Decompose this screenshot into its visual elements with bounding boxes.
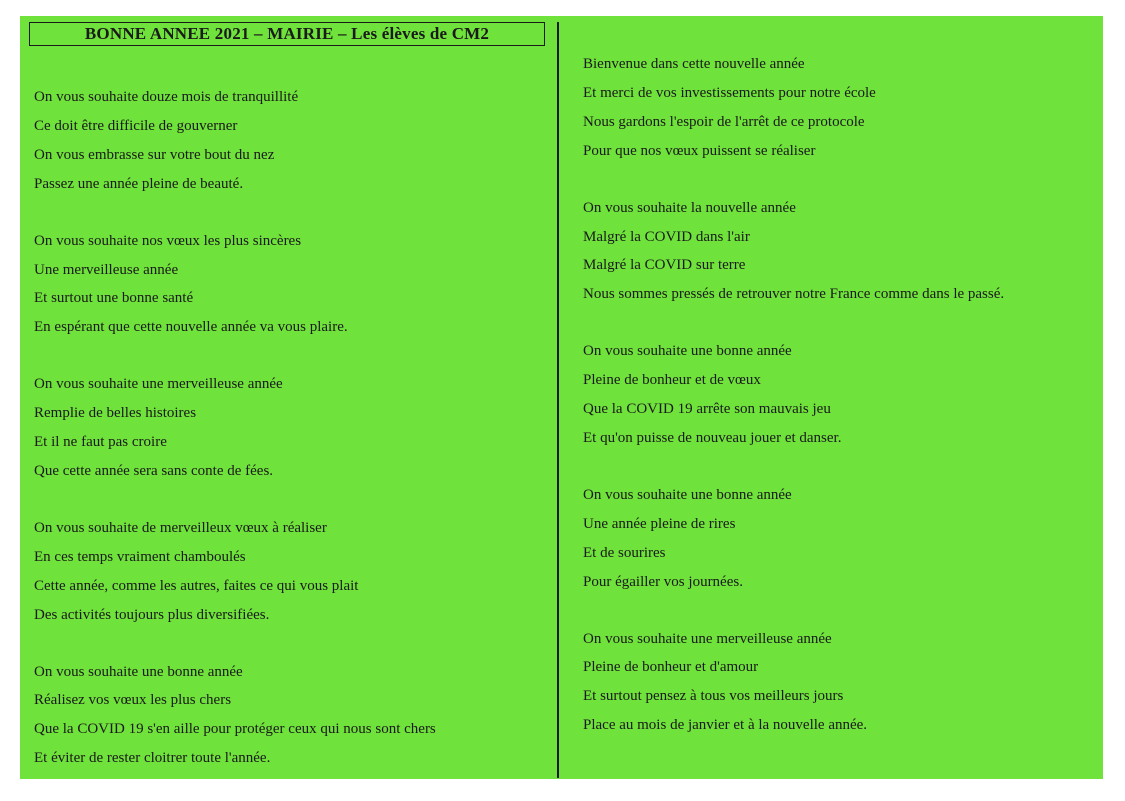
poem-line: Et merci de vos investissements pour notre école <box>583 84 876 101</box>
poem-line: Nous sommes pressés de retrouver notre France comme dans le passé. <box>583 286 1005 303</box>
poem-line: Nous gardons l'espoir de l'arrêt de ce protocole <box>583 113 865 130</box>
poem-line: Que cette année sera sans conte de fées. <box>34 462 274 479</box>
left-stanza <box>34 83 436 199</box>
right-column <box>583 50 1004 768</box>
column-divider <box>557 22 559 778</box>
poem-line: On vous souhaite une bonne année <box>583 343 792 360</box>
poem-line: Et qu'on puisse de nouveau jouer et danser. <box>583 429 842 446</box>
poem-line: Une année pleine de rires <box>583 515 736 532</box>
poem-line: On vous souhaite une bonne année <box>34 663 243 680</box>
right-stanza <box>583 194 1004 310</box>
left-stanza <box>34 370 436 486</box>
poem-line: Pour égailler vos journées. <box>583 573 743 590</box>
poem-line: Remplie de belles histoires <box>34 405 197 422</box>
left-stanza <box>34 227 436 343</box>
left-stanza <box>34 658 436 774</box>
poem-line: Passez une année pleine de beauté. <box>34 175 244 192</box>
right-stanza <box>583 337 1004 453</box>
poem-line: On vous souhaite de merveilleux vœux à réaliser <box>34 519 327 536</box>
left-column <box>34 83 436 801</box>
poem-line: Bienvenue dans cette nouvelle année <box>583 56 805 72</box>
page-title: BONNE ANNEE 2021 – MAIRIE – Les élèves de CM2 <box>29 22 545 46</box>
poem-line: Cette année, comme les autres, faites ce qui vous plait <box>34 577 359 594</box>
poem-line: On vous souhaite douze mois de tranquillité <box>34 89 299 105</box>
poem-line: Pleine de bonheur et d'amour <box>583 659 759 676</box>
poem-line: Une merveilleuse année <box>34 261 179 278</box>
poem-line: En espérant que cette nouvelle année va vous plaire. <box>34 319 348 336</box>
poem-line: Et surtout une bonne santé <box>34 290 194 307</box>
poem-line: Que la COVID 19 s'en aille pour protéger ceux qui nous sont chers <box>34 721 436 738</box>
poem-line: Pour que nos vœux puissent se réaliser <box>583 142 816 159</box>
poem-line: Et il ne faut pas croire <box>34 434 167 451</box>
poem-line: Malgré la COVID dans l'air <box>583 228 750 245</box>
poem-line: Des activités toujours plus diversifiées. <box>34 606 270 623</box>
left-stanza <box>34 514 436 630</box>
poem-line: On vous embrasse sur votre bout du nez <box>34 146 275 163</box>
poem-line: Réalisez vos vœux les plus chers <box>34 692 232 709</box>
right-stanza <box>583 481 1004 597</box>
poem-line: On vous souhaite nos vœux les plus sincères <box>34 232 302 249</box>
right-stanza <box>583 625 1004 741</box>
green-sheet <box>20 16 1103 779</box>
poem-line: Et éviter de rester cloitrer toute l'année. <box>34 750 271 767</box>
poem-line: Place au mois de janvier et à la nouvelle année. <box>583 717 868 734</box>
poem-line: En ces temps vraiment chamboulés <box>34 548 246 565</box>
poem-line: Que la COVID 19 arrête son mauvais jeu <box>583 401 831 418</box>
poem-line: Ce doit être difficile de gouverner <box>34 117 238 134</box>
poem-line: Et de sourires <box>583 544 666 561</box>
poem-line: On vous souhaite une merveilleuse année <box>34 376 283 393</box>
right-stanza <box>583 50 1004 166</box>
poem-line: Pleine de bonheur et de vœux <box>583 372 761 389</box>
poem-line: Malgré la COVID sur terre <box>583 257 746 274</box>
poem-line: On vous souhaite la nouvelle année <box>583 199 796 216</box>
poem-line: On vous souhaite une bonne année <box>583 486 792 503</box>
poem-line: On vous souhaite une merveilleuse année <box>583 630 832 647</box>
poem-line: Et surtout pensez à tous vos meilleurs jours <box>583 688 844 705</box>
